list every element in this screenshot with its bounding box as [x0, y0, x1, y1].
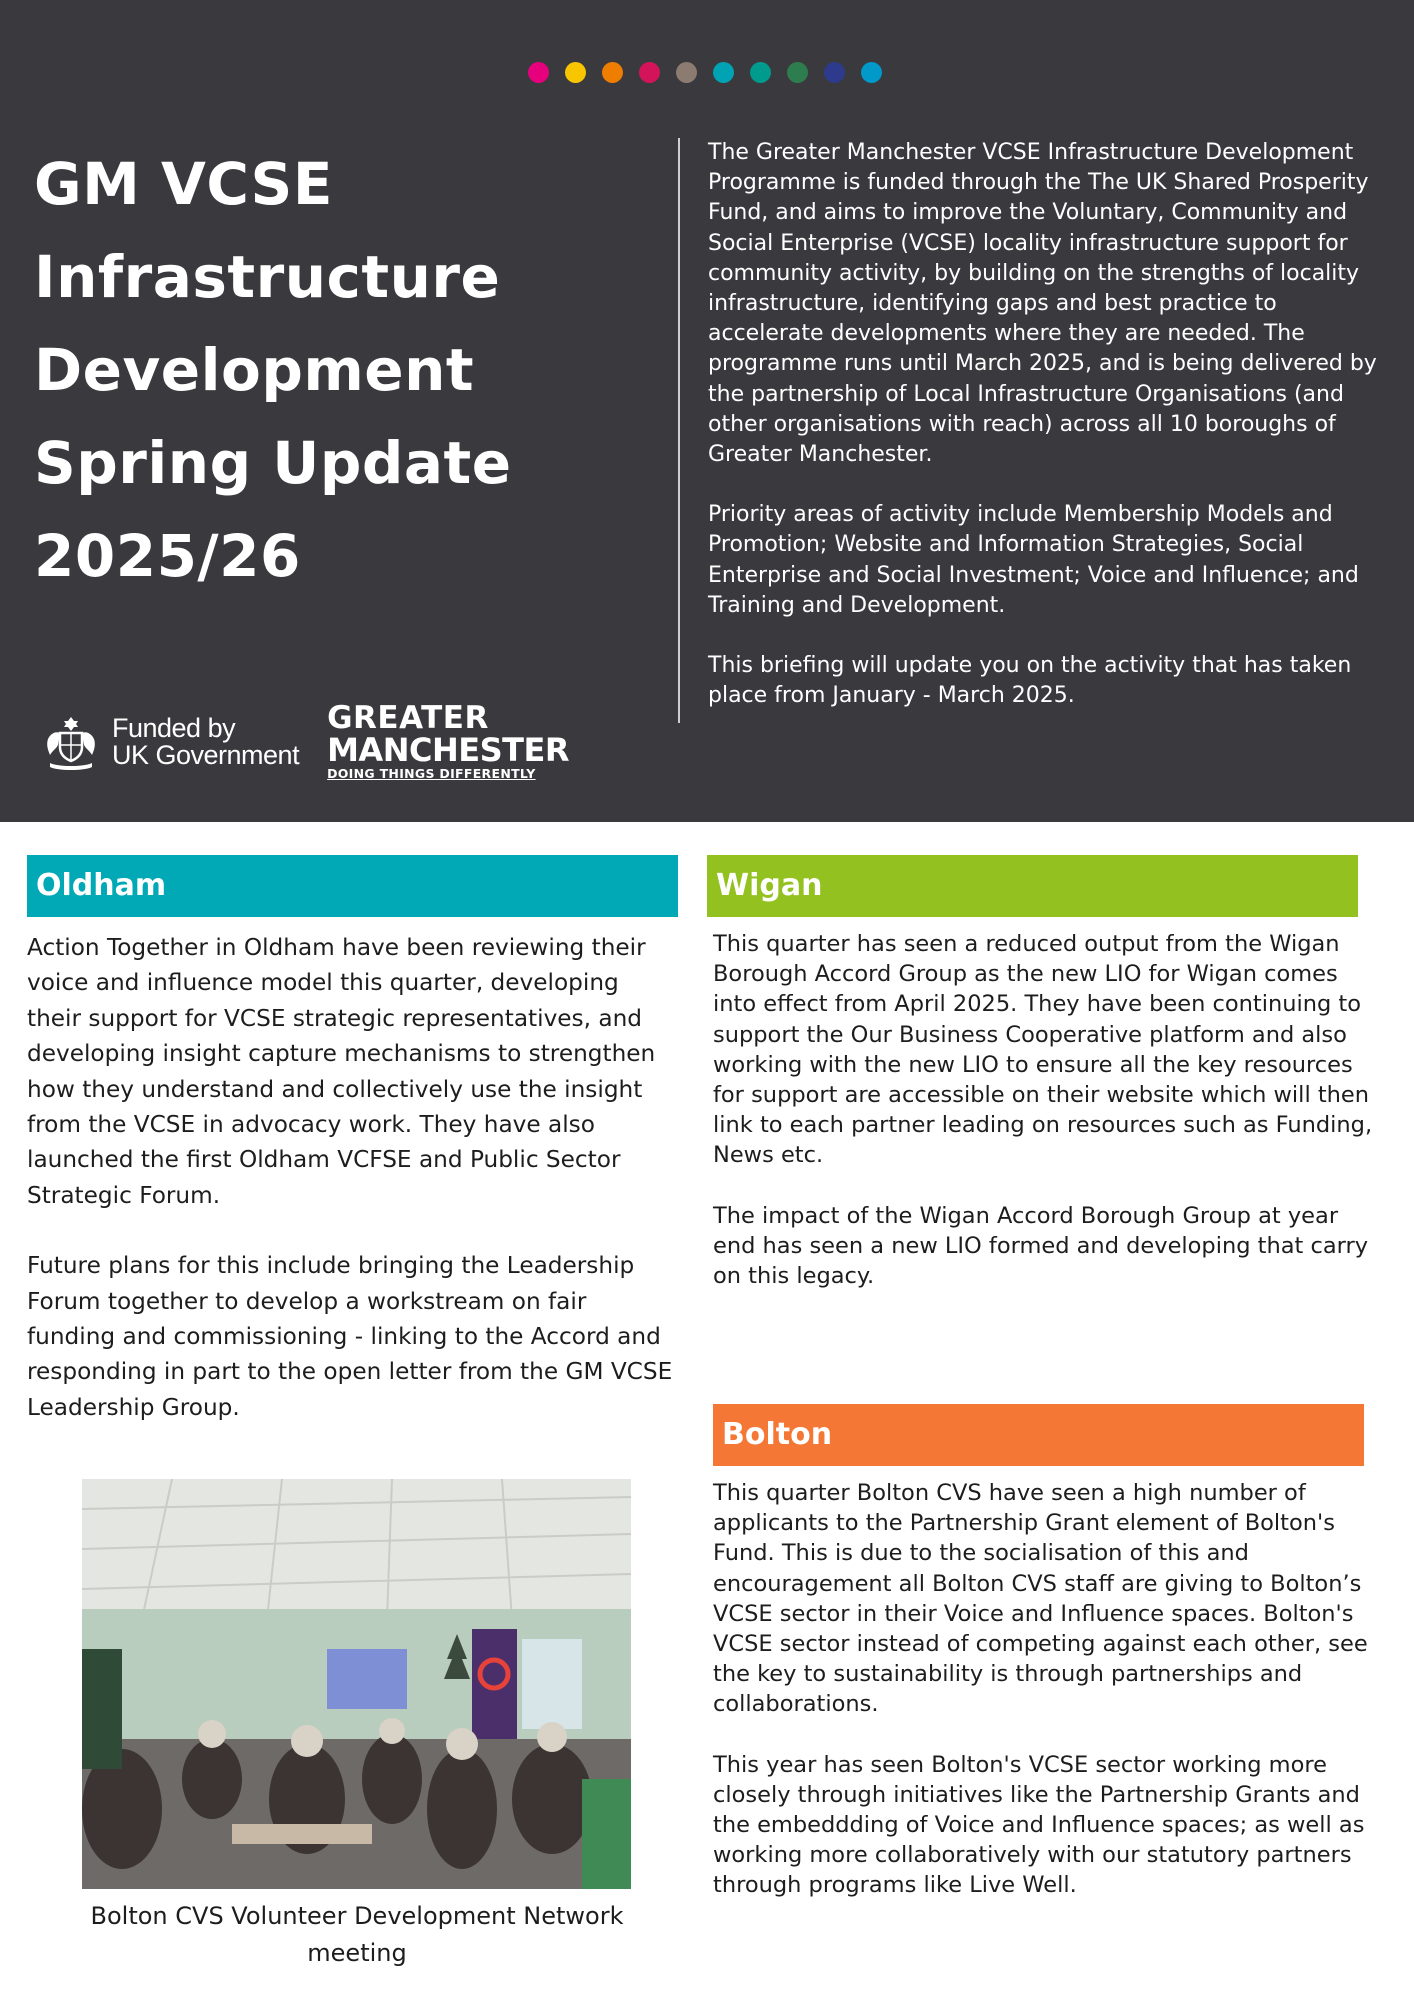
section-title: Bolton	[722, 1417, 833, 1452]
bolton-body	[713, 1478, 1373, 1931]
caption-line: meeting	[307, 1939, 407, 1967]
greater-manchester-logo	[327, 700, 569, 781]
gm-logo-line: GREATER	[327, 700, 489, 736]
title-line: Development	[34, 336, 475, 404]
title-line: 2025/26	[34, 522, 301, 590]
color-dot	[565, 62, 586, 83]
gm-tagline: DOING THINGS DIFFERENTLY	[327, 766, 536, 781]
body-paragraph: This quarter has seen a reduced output from the Wigan Borough Accord Group as the new LIO for Wigan comes into effect from April 2025. They have been continuing to support the Our Business Cooperative platform and also working with the new LIO to ensure all the key resources for support are accessible on their website which will then link to each partner leading on resources such as Funding, News etc.	[713, 931, 1373, 1169]
funded-by-text	[112, 715, 299, 769]
intro-paragraph: Priority areas of activity include Membership Models and Promotion; Website and Information Strategies, Social Enterprise and Social Investment; Voice and Influence; and Training and Development.	[708, 502, 1359, 618]
oldham-body	[27, 930, 677, 1460]
royal-crest-icon	[40, 711, 102, 773]
page-title	[34, 138, 654, 603]
funded-line: Funded by	[112, 713, 236, 743]
color-dot	[750, 62, 771, 83]
caption-line: Bolton CVS Volunteer Development Network	[90, 1902, 624, 1930]
body-paragraph: This year has seen Bolton's VCSE sector working more closely through initiatives like the Partnership Grants and the embeddding of Voice and Influence spaces; as well as working more collaboratively with our statutory partners through programs like Live Well.	[713, 1751, 1365, 1899]
body-paragraph: Future plans for this include bringing the Leadership Forum together to develop a workstream on fair funding and commissioning - linking to the Accord and responding in part to the open letter from the GM VCSE Leadership Group.	[27, 1252, 673, 1421]
section-header-oldham	[27, 855, 678, 917]
intro-paragraph: This briefing will update you on the activity that has taken place from January - March 2025.	[708, 653, 1352, 709]
color-dots	[528, 62, 882, 83]
color-dot	[528, 62, 549, 83]
meeting-photo-illustration	[82, 1479, 631, 1889]
section-title: Wigan	[716, 868, 823, 903]
meeting-photo	[82, 1479, 631, 1889]
color-dot	[639, 62, 660, 83]
body-paragraph: The impact of the Wigan Accord Borough Group at year end has seen a new LIO formed and developing that carry on this legacy.	[713, 1202, 1369, 1290]
body-paragraph: This quarter Bolton CVS have seen a high number of applicants to the Partnership Grant element of Bolton's Fund. This is due to the socialisation of this and encouragement all Bolton CVS staff are giving to Bolton’s VCSE sector in their Voice and Influence spaces. Bolton's VCSE sector instead of competing against each other, see the key to sustainability is through partnerships and collaborations.	[713, 1480, 1368, 1718]
funded-line: UK Government	[112, 740, 300, 770]
color-dot	[602, 62, 623, 83]
section-title: Oldham	[36, 868, 167, 903]
vertical-divider	[678, 138, 680, 723]
color-dot	[824, 62, 845, 83]
wigan-body	[713, 929, 1373, 1321]
gm-logo-line: MANCHESTER	[327, 731, 569, 769]
intro-paragraph: The Greater Manchester VCSE Infrastructure Development Programme is funded through the The UK Shared Prosperity Fund, and aims to improve the Voluntary, Community and Social Enterprise (VCSE) locality infrastructure support for community activity, by building on the strengths of locality infrastructure, identifying gaps and best practice to accelerate developments where they are needed. The programme runs until March 2025, and is being delivered by the partnership of Local Infrastructure Organisations (and other organisations with reach) across all 10 boroughs of Greater Manchester.	[708, 140, 1377, 468]
title-line: GM VCSE	[34, 150, 333, 218]
header-banner	[0, 0, 1414, 822]
color-dot	[787, 62, 808, 83]
photo-caption	[70, 1898, 644, 1972]
sponsor-logos	[40, 700, 569, 781]
section-header-bolton	[713, 1404, 1364, 1466]
color-dot	[676, 62, 697, 83]
intro-text	[708, 138, 1398, 741]
color-dot	[713, 62, 734, 83]
title-line: Spring Update	[34, 429, 512, 497]
body-paragraph: Action Together in Oldham have been reviewing their voice and influence model this quarter, developing their support for VCSE strategic representatives, and developing insight capture mechanisms to strengthen how they understand and collectively use the insight from the VCSE in advocacy work. They have also launched the first Oldham VCFSE and Public Sector Strategic Forum.	[27, 934, 656, 1209]
title-line: Infrastructure	[34, 243, 501, 311]
color-dot	[861, 62, 882, 83]
section-header-wigan	[707, 855, 1358, 917]
